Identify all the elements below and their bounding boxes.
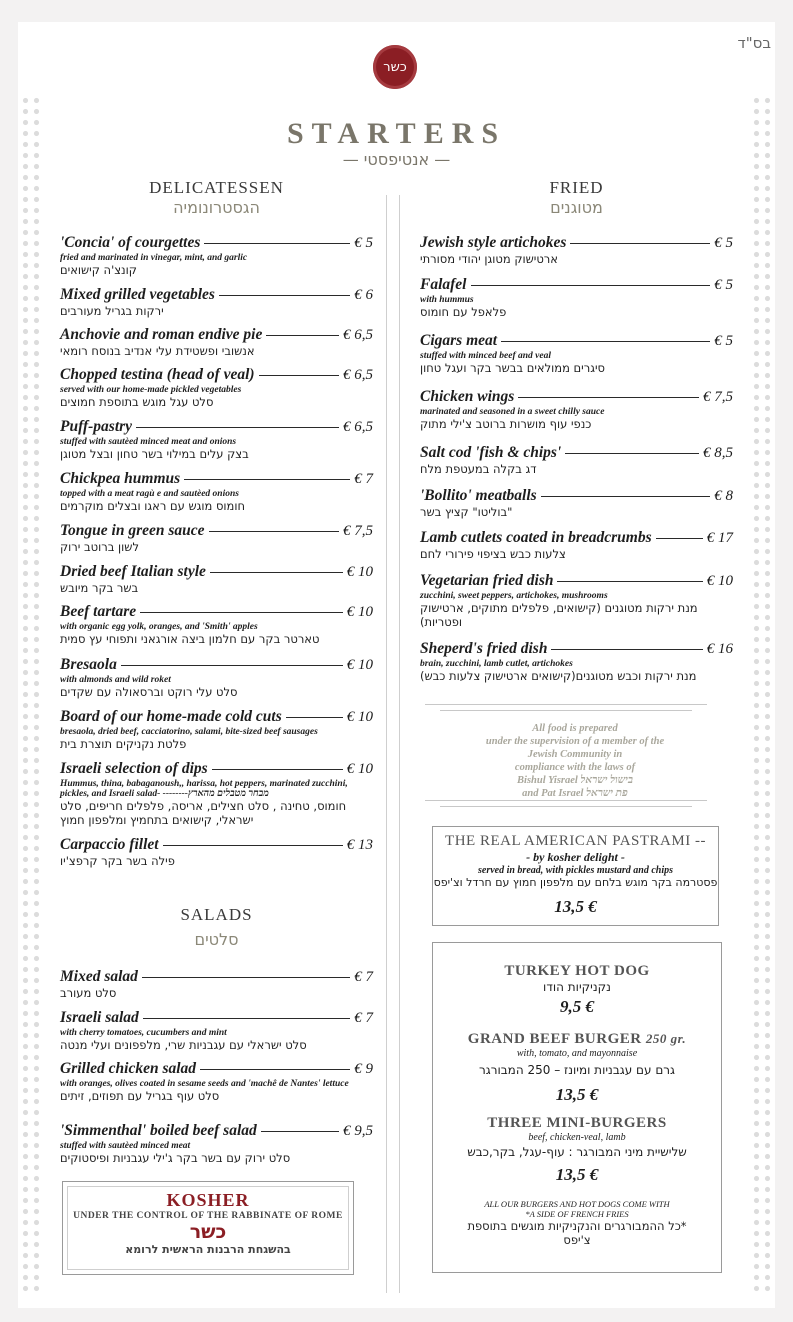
- menu-item-row: [60, 760, 373, 778]
- menu-item-desc: bresaola, dried beef, cacciatorino, salami, bite-sized beef sausages: [60, 727, 318, 737]
- menu-item-row: [60, 563, 373, 581]
- menu-item-name: Sheperd's fried dish: [420, 640, 548, 657]
- menu-item-he: ירקות בגריל מעורבים: [60, 304, 164, 318]
- menu-item-desc: with hummus: [420, 295, 474, 305]
- leader-line: [200, 1069, 350, 1070]
- menu-item-row: [420, 444, 733, 462]
- menu-item-desc: Hummus, thina, babaganoush,, harissa, hot peppers, marinated zucchini, pickles, and Israeli salad- --------מבחר מטבלים מהארץ: [60, 779, 348, 799]
- menu-item-name: Carpaccio fillet: [60, 836, 159, 853]
- menu-item-desc: topped with a meat ragù e and sautèed onions: [60, 489, 239, 499]
- menu-item-row: [60, 836, 373, 854]
- menu-item-he: חומוס, טחינה , סלט חצילים, אריסה, פלפלים חריפים, סלט ישראלי, קישואים בתחמיץ ומלפפון חמוץ: [60, 799, 347, 827]
- menu-item: [60, 836, 373, 868]
- menu-item-row: [60, 603, 373, 621]
- menu-item-he: ארטישוק מטוגן יהודי מסורתי: [420, 252, 558, 266]
- dot-border-right: [751, 95, 773, 1295]
- menu-item-row: [60, 286, 373, 304]
- menu-item-name: 'Bollito' meatballs: [420, 487, 537, 504]
- menu-item-name: Grilled chicken salad: [60, 1060, 197, 1077]
- menu-item-name: Dried beef Italian style: [60, 563, 206, 580]
- leader-line: [656, 538, 703, 539]
- burger-weight: 250 gr.: [645, 1031, 687, 1046]
- leader-line: [261, 1131, 339, 1132]
- menu-item-price: € 9: [354, 1061, 373, 1077]
- leader-line: [143, 1018, 350, 1019]
- menu-item-he: סלט ירוק עם בשר בקר ג'ילי עגבניות ופיסטוקים: [60, 1151, 291, 1165]
- menu-item-price: € 7,5: [703, 389, 733, 405]
- leader-line: [136, 427, 339, 428]
- menu-item-name: Tongue in green sauce: [60, 522, 205, 539]
- menu-item-desc: with cherry tomatoes, cucumbers and mint: [60, 1028, 227, 1038]
- menu-item-name: 'Simmenthal' boiled beef salad: [60, 1122, 257, 1139]
- menu-item: [420, 529, 733, 561]
- column-divider: [386, 195, 400, 1293]
- menu-item-price: € 9,5: [343, 1123, 373, 1139]
- menu-item-name: Falafel: [420, 276, 467, 293]
- leader-line: [541, 496, 711, 497]
- menu-item: [60, 760, 373, 827]
- menu-item: [420, 572, 733, 629]
- menu-item: [60, 656, 373, 699]
- kosher-seal-icon: [373, 45, 417, 89]
- hotdog-price: 9,5 €: [560, 997, 594, 1016]
- menu-item: [60, 563, 373, 595]
- burger-title: [433, 1031, 721, 1048]
- menu-item-name: Board of our home-made cold cuts: [60, 708, 282, 725]
- menu-item-price: € 6,5: [343, 327, 373, 343]
- burger-desc: with, tomato, and mayonnaise: [516, 1048, 638, 1059]
- fried-heading-he: מטוגנים: [550, 198, 603, 217]
- page-subtitle: — אנטיפסטי —: [342, 150, 451, 169]
- menu-item-row: [60, 366, 373, 384]
- menu-item-desc: served with our home-made pickled vegetables: [60, 385, 242, 395]
- menu-item-name: Israeli selection of dips: [60, 760, 208, 777]
- supervision-line: under the supervision of a member of the: [485, 736, 665, 747]
- menu-item-name: Cigars meat: [420, 332, 498, 349]
- leader-line: [551, 649, 702, 650]
- menu-item-price: € 10: [346, 657, 373, 673]
- menu-item-row: [60, 968, 373, 986]
- divider-rule: [440, 710, 692, 711]
- leader-line: [259, 375, 339, 376]
- leader-line: [501, 341, 710, 342]
- pastrami-he: פסטרמה בקר מוגש בלחם עם מלפפון חמוץ עם חרדל וצ'יפס: [433, 876, 718, 889]
- bsd-mark: בס"ד: [737, 34, 771, 52]
- menu-item: [60, 603, 373, 646]
- pastrami-title: THE REAL AMERICAN PASTRAMI --: [445, 833, 706, 849]
- kosher-certification-box: [62, 1181, 354, 1275]
- menu-item-name: Israeli salad: [60, 1009, 139, 1026]
- menu-item-he: טארטר בקר עם חלמון ביצה אורגאני ותפוחי עץ סמית: [60, 632, 320, 646]
- menu-item: [60, 234, 373, 277]
- menu-item-row: [420, 640, 733, 658]
- menu-item-desc: marinated and seasoned in a sweet chilly sauce: [420, 407, 605, 417]
- supervision-line: All food is prepared: [532, 723, 618, 734]
- mini-burgers-desc: beef, chicken-veal, lamb: [528, 1132, 626, 1143]
- menu-item: [420, 444, 733, 476]
- menu-item-row: [420, 332, 733, 350]
- kosher-he-title: כשר: [189, 1221, 227, 1243]
- menu-item-price: € 10: [706, 573, 733, 589]
- menu-item-row: [60, 1122, 373, 1140]
- salads-heading: SALADS: [180, 905, 253, 924]
- leader-line: [219, 295, 350, 296]
- menu-item: [60, 366, 373, 409]
- menu-item-price: € 8: [714, 488, 733, 504]
- pastrami-by: - by kosher delight -: [526, 850, 625, 864]
- leader-line: [210, 572, 343, 573]
- menu-item: [60, 1060, 373, 1103]
- burger-title-text: GRAND BEEF BURGER: [467, 1031, 642, 1047]
- menu-item-price: € 10: [346, 604, 373, 620]
- mini-burgers-price: 13,5 €: [555, 1165, 599, 1184]
- fried-heading: FRIED: [549, 178, 604, 197]
- supervision-line: Bishul Yisrael בישול ישראל: [517, 775, 633, 786]
- leader-line: [565, 453, 699, 454]
- menu-item-row: [420, 388, 733, 406]
- leader-line: [518, 397, 699, 398]
- burger-price: 13,5 €: [555, 1085, 599, 1104]
- menu-item-price: € 8,5: [703, 445, 733, 461]
- leader-line: [140, 612, 343, 613]
- menu-item-he: קונצ'ה קישואים: [60, 263, 137, 277]
- menu-item-row: [60, 1060, 373, 1078]
- menu-item-he: פילה בשר בקר קרפצ'יו: [60, 854, 175, 868]
- pastrami-price: 13,5 €: [554, 897, 597, 916]
- menu-item-desc: stuffed with sautèed minced meat and onions: [60, 437, 237, 447]
- menu-item-name: Bresaola: [60, 656, 117, 673]
- menu-item: [60, 968, 373, 1000]
- menu-item-price: € 10: [346, 564, 373, 580]
- delicatessen-heading-he: הגסטרונומיה: [173, 198, 260, 217]
- menu-item-he: מנת ירקות וכבש מטוגנים(קישואים ארטישוק צלעות כבש): [420, 669, 697, 683]
- menu-item-he: פלטת נקניקים תוצרת בית: [60, 737, 187, 751]
- menu-item-price: € 5: [714, 235, 733, 251]
- menu-item-name: Anchovie and roman endive pie: [60, 326, 263, 343]
- menu-item-price: € 5: [714, 333, 733, 349]
- seal-text: כשר: [383, 59, 407, 75]
- leader-line: [121, 665, 343, 666]
- menu-item-price: € 16: [706, 641, 733, 657]
- menu-item-row: [420, 487, 733, 505]
- menu-item-row: [420, 529, 733, 547]
- fries-note-en: ALL OUR BURGERS AND HOT DOGS COME WITH: [484, 1199, 670, 1209]
- menu-item-he: סלט עלי רוקט וברסאולה עם שקדים: [60, 685, 238, 699]
- menu-item-name: Lamb cutlets coated in breadcrumbs: [420, 529, 652, 546]
- menu-item-price: € 7,5: [343, 523, 373, 539]
- menu-item-row: [60, 656, 373, 674]
- leader-line: [570, 243, 710, 244]
- page-title: STARTERS: [286, 117, 507, 150]
- menu-item: [420, 388, 733, 431]
- leader-line: [212, 769, 343, 770]
- menu-item: [420, 640, 733, 683]
- menu-item-row: [60, 470, 373, 488]
- menu-item-desc: with organic egg yolk, oranges, and 'Smith' apples: [60, 622, 258, 632]
- menu-item-desc: brain, zucchini, lamb cutlet, artichokes: [420, 659, 573, 669]
- menu-item-desc: with oranges, olives coated in sesame seeds and 'machê de Nantes' lettuce: [60, 1079, 349, 1089]
- menu-item-price: € 6,5: [343, 367, 373, 383]
- leader-line: [184, 479, 350, 480]
- menu-item-he: צלעות כבש בציפוי פירורי לחם: [420, 547, 566, 561]
- leader-line: [471, 285, 711, 286]
- menu-item-desc: zucchini, sweet peppers, artichokes, mushrooms: [420, 591, 608, 601]
- menu-item-he: סיגרים ממולאים בבשר בקר ועגל טחון: [420, 361, 606, 375]
- menu-item-row: [420, 572, 733, 590]
- menu-item-he: סלט עוף בגריל עם תפוזים, זיתים: [60, 1089, 220, 1103]
- pastrami-desc: served in bread, with pickles mustard and chips: [477, 865, 673, 876]
- menu-item-he: חומוס מוגש עם ראגו ובצלים מוקרמים: [60, 499, 245, 513]
- divider-rule: [425, 704, 707, 705]
- menu-item-row: [420, 234, 733, 252]
- delicatessen-heading: DELICATESSEN: [149, 178, 284, 197]
- menu-item-he: סלט עגל מוגש בתוספת חמוצים: [60, 395, 214, 409]
- menu-item-price: € 7: [354, 1010, 373, 1026]
- burger-he: גרם עם עגבניות ומיונז – 250 המבורגר: [478, 1063, 676, 1077]
- menu-item: [420, 234, 733, 266]
- leader-line: [163, 845, 343, 846]
- menu-item-desc: stuffed with minced beef and veal: [420, 351, 551, 361]
- menu-item-he: בצק עלים במילוי בשר טחון ובצל מטוגן: [60, 447, 249, 461]
- menu-item-name: Mixed salad: [60, 968, 138, 985]
- dot-border-left: [20, 95, 42, 1295]
- menu-item-name: Vegetarian fried dish: [420, 572, 554, 589]
- menu-item-desc: fried and marinated in vinegar, mint, and garlic: [60, 253, 248, 263]
- supervision-line: Jewish Community in: [527, 749, 623, 760]
- menu-item-price: € 5: [714, 277, 733, 293]
- menu-item: [60, 470, 373, 513]
- menu-item-price: € 7: [354, 471, 373, 487]
- divider-rule: [440, 806, 692, 807]
- menu-item-row: [60, 708, 373, 726]
- menu-item: [60, 522, 373, 554]
- menu-item-price: € 5: [354, 235, 373, 251]
- leader-line: [286, 717, 343, 718]
- menu-item: [420, 487, 733, 519]
- menu-item-price: € 6,5: [343, 419, 373, 435]
- menu-item-price: € 6: [354, 287, 373, 303]
- menu-item: [60, 326, 373, 358]
- menu-item-name: 'Concia' of courgettes: [60, 234, 201, 251]
- divider-rule: [425, 800, 707, 801]
- salads-heading-he: סלטים: [194, 930, 239, 949]
- menu-item-row: [60, 522, 373, 540]
- menu-item-row: [60, 418, 373, 436]
- menu-item-he: סלט ישראלי עם עגבניות שרי, מלפפונים ועלי מנטה: [60, 1038, 307, 1052]
- burgers-box: [432, 942, 722, 1273]
- menu-item-price: € 10: [346, 709, 373, 725]
- menu-item-row: [60, 1009, 373, 1027]
- menu-item-name: Jewish style artichokes: [420, 234, 567, 251]
- menu-item-he: אנשובי ופשטידת עלי אנדיב בנוסח רומאי: [60, 344, 255, 358]
- menu-item-row: [60, 326, 373, 344]
- menu-item: [420, 276, 733, 319]
- menu-item-he: "בוליטו" קציץ בשר: [420, 505, 513, 519]
- supervision-line: compliance with the laws of: [514, 762, 636, 773]
- menu-item-he: מנת ירקות מטוגנים (קישואים, פלפלים מתוקים, ארטישוק ופטריות): [420, 601, 698, 629]
- menu-item-price: € 13: [346, 837, 373, 853]
- menu-item-name: Mixed grilled vegetables: [60, 286, 215, 303]
- leader-line: [557, 581, 702, 582]
- pastrami-box: [432, 826, 719, 926]
- menu-item: [60, 418, 373, 461]
- supervision-line: and Pat Israel פת ישראל: [522, 788, 628, 799]
- menu-item-he: כנפי עוף מושרות ברוטב צ'ילי מתוק: [420, 417, 592, 431]
- mini-burgers-title: THREE MINI-BURGERS: [487, 1115, 667, 1131]
- menu-item-desc: with almonds and wild roket: [60, 675, 171, 685]
- leader-line: [142, 977, 350, 978]
- menu-item-he: לשון ברוטב ירוק: [60, 540, 139, 554]
- fries-note-en-2: *A SIDE OF FRENCH FRIES: [525, 1209, 629, 1219]
- kosher-he-subtitle: בהשגחת הרבנות הראשית לרומא: [125, 1243, 291, 1256]
- supervision-note: [430, 722, 720, 800]
- fries-note-he: *כל ההמבורגרים והנקניקיות מוגשים בתוספת צ'יפס: [467, 1219, 687, 1247]
- hotdog-he: נקניקיות הודו: [543, 980, 611, 994]
- leader-line: [266, 335, 339, 336]
- menu-item-row: [420, 276, 733, 294]
- menu-item-price: € 17: [706, 530, 733, 546]
- menu-item-price: € 7: [354, 969, 373, 985]
- menu-item: [60, 286, 373, 318]
- menu-item-name: Chopped testina (head of veal): [60, 366, 255, 383]
- kosher-subtitle: UNDER THE CONTROL OF THE RABBINATE OF ROME: [73, 1211, 343, 1221]
- menu-item-name: Chicken wings: [420, 388, 515, 405]
- menu-item-he: סלט מעורב: [60, 986, 117, 1000]
- menu-item-desc: stuffed with sautèed minced meat: [60, 1141, 191, 1151]
- menu-item-name: Chickpea hummus: [60, 470, 181, 487]
- menu-item-he: דג בקלה במעטפת מלח: [420, 462, 537, 476]
- menu-item-row: [60, 234, 373, 252]
- hotdog-title: TURKEY HOT DOG: [504, 963, 650, 979]
- menu-item: [60, 1122, 373, 1165]
- menu-item-he: פלאפל עם חומוס: [420, 305, 507, 319]
- menu-item-name: Puff-pastry: [60, 418, 133, 435]
- leader-line: [204, 243, 350, 244]
- menu-item-name: Salt cod 'fish & chips': [420, 444, 562, 461]
- menu-item-he: בשר בקר מיובש: [60, 581, 139, 595]
- menu-item-price: € 10: [346, 761, 373, 777]
- menu-item: [60, 1009, 373, 1052]
- kosher-title: KOSHER: [166, 1190, 250, 1210]
- menu-item-name: Beef tartare: [60, 603, 137, 620]
- leader-line: [209, 531, 339, 532]
- menu-item: [60, 708, 373, 751]
- menu-item: [420, 332, 733, 375]
- mini-burgers-he: שלישיית מיני המבורגר : עוף-עגל, בקר,כבש: [467, 1145, 687, 1159]
